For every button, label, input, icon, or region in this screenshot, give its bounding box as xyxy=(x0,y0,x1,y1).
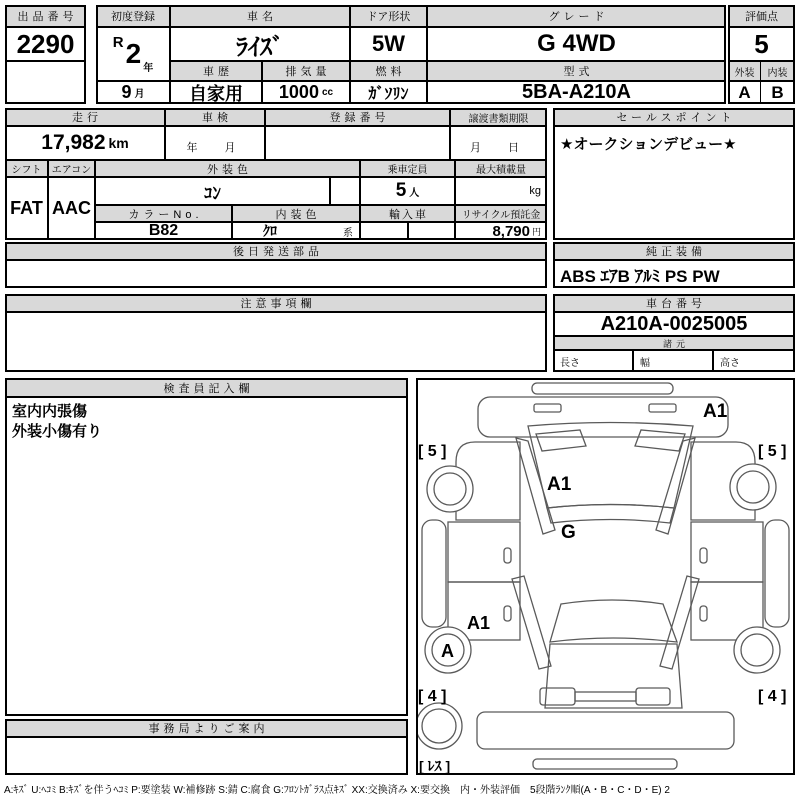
damage-code-legend: A:ｷｽﾞ U:ﾍｺﾐ B:ｷｽﾞを伴うﾍｺﾐ P:要塗装 W:補修跡 S:錆 C:腐食 G:ﾌﾛﾝﾄｶﾞﾗｽ点ｷｽﾞ XX:交換済み X:要交換 内・外装評価 5段階ﾗﾝｸ順(A・B・C・D・E) 2 xyxy=(4,785,670,796)
inspection-value: 年 月 xyxy=(165,126,265,160)
office-info-body xyxy=(5,737,408,775)
license-bar xyxy=(575,692,636,701)
door-handle-front-left xyxy=(504,548,511,563)
front-left-tire-depth: [ 5 ] xyxy=(418,443,447,460)
interior-grade-header: 内装 xyxy=(760,61,795,81)
interior-color-value xyxy=(232,222,360,240)
capacity-unit: 人 xyxy=(409,187,420,199)
recycle-amount: 8,790 xyxy=(492,222,530,240)
hood-vent-left xyxy=(534,404,561,412)
width-cell: 幅 xyxy=(633,350,713,372)
shift-header: シフト xyxy=(5,160,48,177)
a-pillar-right xyxy=(656,438,695,534)
mileage-number: 17,982 xyxy=(41,131,106,154)
first-registration-month xyxy=(96,81,170,104)
door-shape-header: ドア形状 xyxy=(350,5,427,27)
aircon-value: AAC xyxy=(48,177,95,240)
grade-value: G 4WD xyxy=(427,27,726,61)
month-number: 9 xyxy=(121,82,132,102)
front-bumper-shape xyxy=(532,383,673,394)
car-diagram xyxy=(418,380,793,773)
first-registration-year xyxy=(96,27,170,81)
transfer-docs-header: 譲渡書類期限 xyxy=(450,108,547,126)
year-number: 2 xyxy=(125,38,142,69)
mileage-header: 走行 xyxy=(5,108,165,126)
front-right-tire-depth: [ 5 ] xyxy=(758,443,787,460)
height-cell: 高さ xyxy=(713,350,795,372)
fuel-header: 燃料 xyxy=(350,61,427,81)
hood-vent-right xyxy=(649,404,676,412)
displacement-header: 排気量 xyxy=(262,61,350,81)
door-handle-front-right xyxy=(700,548,707,563)
tail-lamp-right xyxy=(636,688,670,705)
history-header: 車歴 xyxy=(170,61,262,81)
interior-color-suffix: 系 xyxy=(343,227,353,239)
transfer-docs-value: 月 日 xyxy=(450,126,547,160)
wiper-right xyxy=(635,430,685,451)
side-sill-right xyxy=(765,520,789,627)
factory-equipment-header: 純正装備 xyxy=(553,242,795,260)
tailgate-shape xyxy=(477,712,734,749)
inspector-note-line2: 外装小傷有り xyxy=(12,423,103,441)
rear-bumper-shape xyxy=(533,759,677,769)
grade-header: グレード xyxy=(427,5,726,27)
spare-tire-label: [ ﾚｽ ] xyxy=(419,758,451,773)
color-number-value: B82 xyxy=(95,222,232,240)
model-code-value: 5BA-A210A xyxy=(427,81,726,104)
month-unit: 月 xyxy=(134,89,145,100)
windshield-shape xyxy=(528,423,693,509)
side-sill-left xyxy=(422,520,446,627)
capacity-number: 5 xyxy=(395,180,407,201)
door-shape-value: 5W xyxy=(350,27,427,61)
exterior-grade-value: A xyxy=(728,81,761,104)
displacement-unit: cc xyxy=(321,87,334,98)
fuel-value: ｶﾞｿﾘﾝ xyxy=(350,81,427,104)
inspector-notes-header: 検査員記入欄 xyxy=(5,378,408,397)
hood-shape xyxy=(478,397,728,437)
rear-left-tire-depth: [ 4 ] xyxy=(418,688,447,705)
recycle-deposit-value xyxy=(455,222,547,240)
spec-header: 諸元 xyxy=(553,336,795,350)
import-value-right xyxy=(408,222,455,240)
inspector-notes-body xyxy=(5,397,408,716)
office-info-header: 事務局よりご案内 xyxy=(5,719,408,737)
first-registration-header: 初度登録 xyxy=(96,5,170,27)
aircon-header: エアコン xyxy=(48,160,95,177)
registration-number-header: 登録番号 xyxy=(265,108,450,126)
era-letter: R xyxy=(112,34,124,51)
sales-point-body: ★オークションデビュー★ xyxy=(553,126,795,240)
spare-tire-inner xyxy=(422,709,456,743)
exterior-color-sub-cell xyxy=(330,177,360,205)
rear-door-damage-mark: A1 xyxy=(467,613,491,633)
car-diagram-box xyxy=(416,378,795,775)
door-handle-rear-left xyxy=(504,606,511,621)
inspector-note-line1: 室内内張傷 xyxy=(12,403,88,420)
car-name-value: ﾗｲｽﾞ xyxy=(170,27,350,61)
later-shipped-parts-header: 後日発送部品 xyxy=(5,242,547,260)
hood-damage-mark: A1 xyxy=(703,401,728,422)
windshield-damage-mark: A1 xyxy=(547,474,572,495)
displacement-number: 1000 xyxy=(278,82,319,102)
caution-notes-body xyxy=(5,312,547,372)
door-handle-rear-right xyxy=(700,606,707,621)
rear-wheel-damage-mark: A xyxy=(441,641,454,661)
roof-front-band xyxy=(547,505,674,524)
c-pillar-left xyxy=(512,576,551,669)
rear-window-shape xyxy=(550,600,677,642)
capacity-header: 乗車定員 xyxy=(360,160,455,177)
lot-number-value: 2290 xyxy=(5,27,86,61)
interior-grade-value: B xyxy=(760,81,795,104)
front-left-wheel-inner xyxy=(434,473,466,505)
rear-right-wheel-inner xyxy=(741,634,773,666)
length-cell: 長さ xyxy=(553,350,633,372)
history-value: 自家用 xyxy=(170,81,262,104)
color-number-header: カラーNo. xyxy=(95,205,232,222)
interior-color-header: 内装色 xyxy=(232,205,360,222)
lot-number-empty-cell xyxy=(5,61,86,104)
glass-chip-mark: G xyxy=(561,522,576,543)
later-shipped-parts-body xyxy=(5,260,547,288)
max-load-header: 最大積載量 xyxy=(455,160,547,177)
score-value: 5 xyxy=(728,27,795,61)
sales-point-header: セールスポイント xyxy=(553,108,795,126)
year-unit: 年 xyxy=(143,63,154,74)
car-name-header: 車名 xyxy=(170,5,350,27)
import-value-left xyxy=(360,222,408,240)
caution-notes-header: 注意事項欄 xyxy=(5,294,547,312)
recycle-unit: 円 xyxy=(531,226,541,237)
max-load-value: kg xyxy=(455,177,547,205)
tailgate-upper-shape xyxy=(545,644,682,708)
chassis-number-header: 車台番号 xyxy=(553,294,795,312)
front-right-wheel-inner xyxy=(737,471,769,503)
import-header: 輸入車 xyxy=(360,205,455,222)
exterior-color-header: 外装色 xyxy=(95,160,360,177)
interior-color-name: ｸﾛ xyxy=(263,223,277,239)
chassis-number-value: A210A-0025005 xyxy=(553,312,795,336)
lot-number-header: 出品番号 xyxy=(5,5,86,27)
score-header: 評価点 xyxy=(728,5,795,27)
recycle-deposit-header: リサイクル預託金 xyxy=(455,205,547,222)
wiper-left xyxy=(536,430,586,451)
front-door-left xyxy=(448,522,520,582)
mileage-value xyxy=(5,126,165,160)
rear-right-tire-depth: [ 4 ] xyxy=(758,688,787,705)
exterior-color-value: ｺﾝ xyxy=(95,177,330,205)
exterior-grade-header: 外装 xyxy=(728,61,761,81)
factory-equipment-value: ABS ｴｱB ｱﾙﾐ PS PW xyxy=(553,260,795,288)
shift-value: FAT xyxy=(5,177,48,240)
model-code-header: 型式 xyxy=(427,61,726,81)
inspection-header: 車検 xyxy=(165,108,265,126)
front-door-right xyxy=(691,522,763,582)
capacity-value xyxy=(360,177,455,205)
mileage-unit: km xyxy=(108,135,129,151)
displacement-value xyxy=(262,81,350,104)
c-pillar-right xyxy=(660,576,699,669)
registration-number-value xyxy=(265,126,450,160)
